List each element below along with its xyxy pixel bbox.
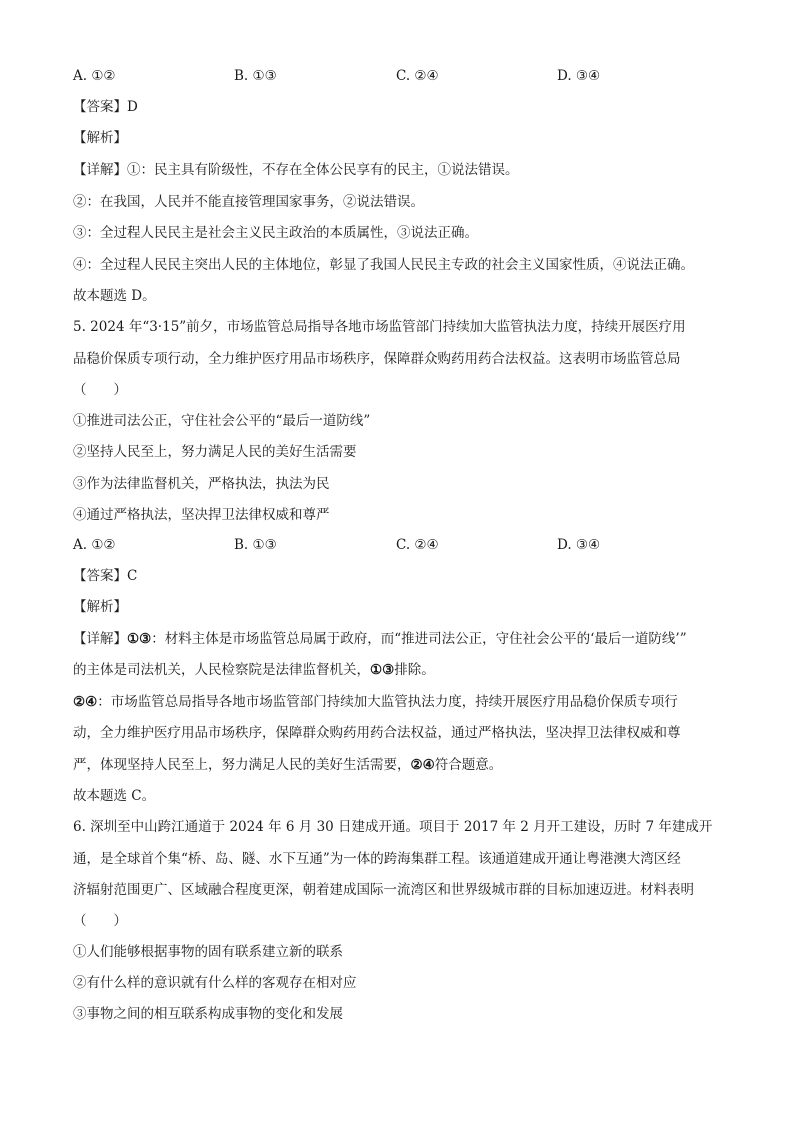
- q6-stem-line-1: 6. 深圳至中山跨江通道于 2024 年 6 月 30 日建成开通。项目于 2017 年 2 月开工建设，历时 7 年建成开: [73, 819, 713, 835]
- q5-detail-line-4: 动，全力维护医疗用品市场秩序，保障群众购药用药合法权益，通过严格执法，坚决捍卫法律权威和尊: [73, 725, 681, 741]
- q4-detail-line-1: [73, 160, 519, 180]
- q5-detail-text-5b: 符合题意。: [434, 757, 503, 773]
- q5-detail-choice-13b: ①③: [370, 662, 395, 678]
- q5-detail-line-2: [73, 660, 435, 680]
- q6-item-3: ③事物之间的相互联系构成事物的变化和发展: [73, 1006, 343, 1022]
- q5-detail-text-2a: 的主体是司法机关，人民检察院是法律监督机关，: [73, 662, 370, 678]
- q4-option-d: D. ③④: [557, 68, 601, 84]
- q4-option-c: C. ②④: [396, 68, 439, 84]
- q5-detail-line-1: [73, 629, 687, 649]
- q5-detail-choice-24: ②④: [73, 694, 98, 710]
- q6-stem-line-3: 济辐射范围更广、区域融合程度更深，朝着建成国际一流湾区和世界级城市群的目标加速迈进。材料表明: [73, 882, 694, 898]
- q4-detail-line-3: ③：全过程人民民主是社会主义民主政治的本质属性，③说法正确。: [73, 225, 478, 241]
- q6-stem-line-4: （ ）: [73, 913, 127, 929]
- q4-answer-value: D: [127, 99, 138, 115]
- q5-item-4: ④通过严格执法，坚决捍卫法律权威和尊严: [73, 507, 330, 523]
- q4-detail-text-1: ①：民主具有阶级性，不存在全体公民享有的民主，①说法错误。: [127, 162, 519, 178]
- q5-analysis-label: 【解析】: [73, 599, 127, 615]
- q5-stem-line-3: （ ）: [73, 382, 127, 398]
- q4-option-b: B. ①③: [234, 68, 277, 84]
- q5-item-2: ②坚持人民至上，努力满足人民的美好生活需要: [73, 444, 357, 460]
- q4-answer: [73, 97, 138, 117]
- q5-detail-text-5a: 严，体现坚持人民至上，努力满足人民的美好生活需要，: [73, 757, 411, 773]
- q5-detail-text-1: ：材料主体是市场监管总局属于政府，而“推进司法公正，守住社会公平的‘最后一道防线’”: [151, 631, 687, 647]
- q5-option-a: A. ①②: [73, 537, 116, 553]
- q5-option-b: B. ①③: [234, 537, 277, 553]
- q5-option-c: C. ②④: [396, 537, 439, 553]
- q4-detail-line-4: ④：全过程人民民主突出人民的主体地位，彰显了我国人民民主专政的社会主义国家性质，④说法正确。: [73, 257, 694, 273]
- q4-analysis-label: 【解析】: [73, 130, 127, 146]
- q5-conclusion: 故本题选 C。: [73, 788, 156, 804]
- q5-detail-choice-24b: ②④: [410, 757, 435, 773]
- q4-detail-label: 【详解】: [73, 162, 127, 178]
- q5-option-d: D. ③④: [557, 537, 601, 553]
- q5-detail-text-2b: 排除。: [394, 662, 435, 678]
- q5-detail-label: 【详解】: [73, 631, 127, 647]
- q5-stem-line-1: 5. 2024 年“3·15”前夕，市场监管总局指导各地市场监管部门持续加大监管执法力度，持续开展医疗用: [73, 319, 686, 335]
- q4-option-a: A. ①②: [73, 68, 116, 84]
- q5-detail-line-3: [73, 692, 678, 712]
- q6-item-2: ②有什么样的意识就有什么样的客观存在相对应: [73, 975, 357, 991]
- q5-detail-line-5: [73, 755, 502, 775]
- q5-detail-choice-13: ①③: [127, 631, 152, 647]
- q5-answer-label: 【答案】: [73, 568, 127, 584]
- q5-stem-line-2: 品稳价保质专项行动，全力维护医疗用品市场秩序，保障群众购药用药合法权益。这表明市场监管总局: [73, 351, 681, 367]
- q5-answer-value: C: [127, 568, 138, 584]
- q5-answer: [73, 566, 137, 586]
- q5-item-1: ①推进司法公正，守住社会公平的“最后一道防线”: [73, 413, 371, 429]
- q4-conclusion: 故本题选 D。: [73, 288, 156, 304]
- q5-detail-text-3: ：市场监管总局指导各地市场监管部门持续加大监管执法力度，持续开展医疗用品稳价保质专项行: [97, 694, 678, 710]
- q5-item-3: ③作为法律监督机关，严格执法，执法为民: [73, 476, 330, 492]
- q6-stem-line-2: 通，是全球首个集“桥、岛、隧、水下互通”为一体的跨海集群工程。该通道建成开通让粤港澳大湾区经: [73, 851, 681, 867]
- q4-detail-line-2: ②：在我国，人民并不能直接管理国家事务，②说法错误。: [73, 194, 424, 210]
- q4-answer-label: 【答案】: [73, 99, 127, 115]
- q6-item-1: ①人们能够根据事物的固有联系建立新的联系: [73, 944, 343, 960]
